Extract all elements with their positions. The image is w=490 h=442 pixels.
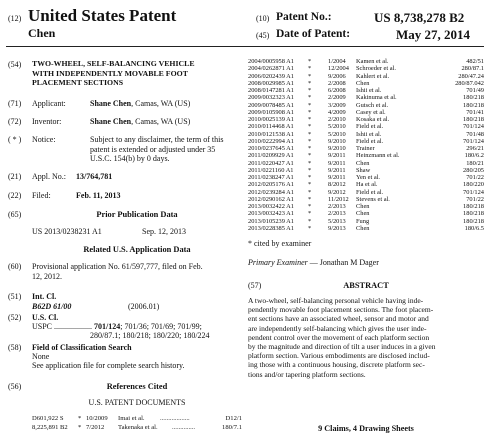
abstract-heading: ABSTRACT bbox=[343, 281, 389, 290]
patent-number-label: Patent No.: bbox=[276, 11, 332, 23]
ref-number: 2009/0078485 A1 bbox=[248, 101, 294, 109]
applicant-name: Shane Chen bbox=[90, 99, 132, 108]
ref-date: 7/2012 bbox=[86, 424, 105, 431]
ref-name: Chen bbox=[356, 203, 370, 210]
ref-name: Trainer bbox=[356, 145, 375, 152]
references-heading: References Cited bbox=[106, 382, 168, 391]
date-of-patent: May 27, 2014 bbox=[396, 27, 471, 42]
ref-date: 2/2010 bbox=[328, 116, 346, 123]
prior-pub-number: US 2013/0238231 A1 bbox=[32, 227, 102, 236]
ref-class: 180/6.5 bbox=[464, 224, 484, 232]
header-code-10: (10) bbox=[256, 14, 270, 23]
ref-class: 180/218 bbox=[463, 101, 484, 109]
applicant-code: (71) bbox=[8, 99, 22, 108]
abstract-line: ing those with a continuous housing, discrete platform sec- bbox=[248, 360, 425, 370]
ref-class: 280/205 bbox=[463, 166, 484, 174]
provisional-line: Provisional application No. 61/597,777, filed on Feb. bbox=[32, 262, 203, 271]
invention-title bbox=[32, 59, 242, 88]
table-row bbox=[248, 218, 484, 225]
ref-class: 701/22 bbox=[466, 195, 484, 203]
ref-name: Imai et al. bbox=[118, 415, 145, 422]
ref-name: Field et al. bbox=[356, 188, 384, 196]
ref-name: Gutsch et al. bbox=[356, 101, 389, 109]
title-code: (54) bbox=[8, 60, 22, 69]
ref-name: Chen bbox=[356, 224, 370, 232]
ref-name: Kamen et al. bbox=[356, 58, 389, 65]
applicant-value bbox=[90, 99, 190, 109]
ref-class: 180/7.1 bbox=[222, 424, 242, 431]
field-search-none: None bbox=[32, 352, 50, 361]
provisional-line: 12, 2012. bbox=[32, 271, 62, 281]
ref-date: 2/2013 bbox=[328, 210, 346, 218]
ref-date: 9/2011 bbox=[328, 174, 346, 181]
ref-number: D601,922 S bbox=[32, 415, 64, 422]
left-references-table bbox=[32, 414, 242, 432]
ref-class: 482/51 bbox=[466, 58, 484, 65]
ref-name: Takenaka et al. bbox=[118, 424, 158, 431]
table-row bbox=[248, 189, 484, 196]
ref-name: Chen bbox=[356, 79, 370, 87]
ref-number: 2008/0029985 A1 bbox=[248, 79, 294, 87]
table-row bbox=[248, 94, 484, 101]
table-row bbox=[248, 210, 484, 217]
ref-number: 2013/0032423 A1 bbox=[248, 210, 294, 218]
ref-mark: * bbox=[308, 159, 312, 167]
ref-number: 2006/0202439 A1 bbox=[248, 72, 294, 80]
abstract-line: pendently movable foot placement sections. The foot placem- bbox=[248, 305, 434, 315]
ref-number: 2010/0222994 A1 bbox=[248, 137, 294, 145]
ref-date: 9/2011 bbox=[328, 166, 346, 174]
ref-name: Chen bbox=[356, 159, 370, 167]
ref-name: Ishii et al. bbox=[356, 130, 382, 138]
ref-mark: * bbox=[308, 130, 312, 138]
ref-date: 6/2008 bbox=[328, 87, 346, 94]
invention-title-line: TWO-WHEEL, SELF-BALANCING VEHICLE bbox=[32, 59, 195, 68]
header-code-45: (45) bbox=[256, 31, 270, 40]
ref-mark: * bbox=[308, 72, 312, 80]
abstract-line: pendent control over the movement of each platform section bbox=[248, 332, 430, 342]
applicant-location: , Camas, WA (US) bbox=[131, 99, 191, 108]
ref-name: Stevens et al. bbox=[356, 195, 390, 203]
ref-mark: * bbox=[308, 152, 312, 160]
ref-class: 280/87.1 bbox=[461, 65, 484, 73]
ref-date: 9/2011 bbox=[328, 152, 346, 160]
ref-date: 8/2012 bbox=[328, 181, 346, 189]
ref-name: Kakinuma et al. bbox=[356, 94, 397, 102]
ref-number: 2012/0290162 A1 bbox=[248, 195, 294, 203]
ref-date: 11/2012 bbox=[328, 195, 349, 203]
table-row bbox=[248, 58, 484, 65]
patent-title: United States Patent bbox=[28, 6, 177, 25]
ref-mark: * bbox=[308, 123, 312, 131]
ref-date: 2/2009 bbox=[328, 94, 346, 102]
examiner-label: Primary Examiner bbox=[248, 258, 308, 267]
ref-number: 2010/0114468 A1 bbox=[248, 123, 294, 131]
ref-class: D12/1 bbox=[225, 415, 242, 422]
ref-number: 2013/0228385 A1 bbox=[248, 224, 294, 232]
uspc-main: 701/124 bbox=[94, 322, 121, 331]
ref-name: Shaw bbox=[356, 166, 371, 174]
ref-date: 3/2009 bbox=[328, 101, 346, 109]
ref-mark: * bbox=[308, 203, 312, 210]
ref-mark: * bbox=[308, 224, 312, 232]
ref-date: 9/2012 bbox=[328, 188, 346, 196]
ref-class: 180/218 bbox=[463, 94, 484, 102]
ref-date: 9/2011 bbox=[328, 159, 346, 167]
inventor-value bbox=[90, 117, 190, 127]
ref-date: 12/2004 bbox=[328, 65, 349, 73]
prior-pub-heading: Prior Publication Data bbox=[96, 210, 178, 219]
ref-mark: * bbox=[308, 108, 312, 116]
table-row bbox=[248, 102, 484, 109]
ref-class: 180/218 bbox=[463, 210, 484, 218]
uspc-line-2: 280/87.1; 180/218; 180/220; 180/224 bbox=[90, 331, 210, 340]
table-row bbox=[248, 181, 484, 188]
field-search-note: See application file for complete search history. bbox=[32, 361, 185, 370]
abstract-line: by the magnitude and direction of tilt a user induces in a given bbox=[248, 342, 436, 352]
filed-value: Feb. 11, 2013 bbox=[76, 191, 121, 200]
ref-number: 2011/0220427 A1 bbox=[248, 159, 294, 167]
ref-mark: * bbox=[308, 181, 312, 189]
table-row bbox=[248, 116, 484, 123]
ref-mark: * bbox=[308, 145, 312, 152]
prior-pub-code: (65) bbox=[8, 210, 22, 219]
ref-name: Yen et al. bbox=[356, 174, 381, 181]
table-row bbox=[32, 414, 242, 423]
ref-date: 5/2010 bbox=[328, 123, 346, 131]
ref-date: 2/2013 bbox=[328, 203, 346, 210]
ref-mark: * bbox=[308, 137, 312, 145]
ref-class: 701/124 bbox=[463, 137, 484, 145]
ref-class: 180/21 bbox=[466, 159, 484, 167]
claims-summary: 9 Claims, 4 Drawing Sheets bbox=[318, 424, 414, 433]
ref-class: 280/87.042 bbox=[455, 79, 484, 87]
ref-mark: * bbox=[308, 101, 312, 109]
inventor-location: , Camas, WA (US) bbox=[131, 117, 191, 126]
ref-number: 2011/0238247 A1 bbox=[248, 174, 294, 181]
notice-line: Subject to any disclaimer, the term of this bbox=[90, 135, 224, 144]
table-row bbox=[248, 138, 484, 145]
ref-class: 296/21 bbox=[466, 145, 484, 152]
table-row bbox=[248, 109, 484, 116]
ref-class: 280/47.24 bbox=[458, 72, 484, 80]
applicant-label: Applicant: bbox=[32, 99, 66, 108]
ref-mark: * bbox=[78, 424, 82, 431]
filed-code: (22) bbox=[8, 191, 22, 200]
ref-date: 5/2010 bbox=[328, 130, 346, 138]
ref-number: 2011/0221160 A1 bbox=[248, 166, 294, 174]
header-inventor: Chen bbox=[28, 26, 56, 40]
ref-name: Fung bbox=[356, 217, 370, 225]
right-references-table bbox=[248, 58, 484, 232]
abstract-code: (57) bbox=[248, 281, 262, 290]
ref-class: 701/48 bbox=[466, 130, 484, 138]
ref-mark: * bbox=[308, 174, 312, 181]
ref-name: Ishii et al. bbox=[356, 87, 382, 94]
date-of-patent-label: Date of Patent: bbox=[276, 28, 351, 40]
ref-date: 9/2010 bbox=[328, 137, 346, 145]
ref-date: 9/2010 bbox=[328, 145, 346, 152]
header-rule bbox=[6, 46, 484, 47]
filed-label: Filed: bbox=[32, 191, 51, 200]
ref-date: 10/2009 bbox=[86, 415, 108, 422]
ref-number: 2009/0105908 A1 bbox=[248, 108, 294, 116]
abstract-line: are independently self-balancing which gives the user inde- bbox=[248, 323, 427, 333]
table-row bbox=[248, 203, 484, 210]
uspc-dots: ................... bbox=[54, 322, 93, 331]
ref-class: 701/124 bbox=[463, 188, 484, 196]
patent-number: US 8,738,278 B2 bbox=[374, 10, 465, 25]
ref-mark: * bbox=[308, 210, 312, 218]
ref-name: Schroeder et al. bbox=[356, 65, 396, 73]
ref-name: Kosaka et al. bbox=[356, 116, 390, 123]
ref-date: 2/2008 bbox=[328, 79, 346, 87]
cited-by-examiner: * cited by examiner bbox=[248, 239, 312, 248]
ref-class: 701/22 bbox=[466, 174, 484, 181]
appl-no-value: 13/764,781 bbox=[76, 172, 113, 181]
table-row bbox=[248, 65, 484, 72]
ref-mark: * bbox=[308, 94, 312, 102]
ref-name: Casey et al. bbox=[356, 108, 386, 116]
ref-name: Heinzmann et al. bbox=[356, 152, 400, 160]
uspc-label: USPC bbox=[32, 322, 53, 331]
table-row bbox=[248, 131, 484, 138]
us-patent-documents-heading: U.S. PATENT DOCUMENTS bbox=[88, 398, 186, 407]
ref-name: Kahlert et al. bbox=[356, 72, 390, 80]
ref-class: 180/218 bbox=[463, 116, 484, 123]
table-row bbox=[248, 225, 484, 232]
ref-dots: .................. bbox=[160, 415, 190, 422]
ref-name: Field et al. bbox=[356, 123, 384, 131]
ref-class: 180/6.2 bbox=[464, 152, 484, 160]
abstract-line: platform section. Various embodiments are disclosed includ- bbox=[248, 351, 430, 361]
int-cl-version: (2006.01) bbox=[128, 302, 160, 311]
examiner-name: — Jonathan M Dager bbox=[307, 258, 379, 267]
ref-number: 8,225,891 B2 bbox=[32, 424, 68, 431]
ref-number: 2010/0121538 A1 bbox=[248, 130, 294, 138]
ref-class: 701/124 bbox=[463, 123, 484, 131]
notice-text bbox=[90, 135, 242, 164]
ref-number: 2004/0262871 A1 bbox=[248, 65, 294, 73]
ref-class: 180/218 bbox=[463, 203, 484, 210]
abstract-line: ent sections have an associated wheel, sensor and motor and bbox=[248, 314, 429, 324]
ref-class: 180/220 bbox=[463, 181, 484, 189]
inventor-label: Inventor: bbox=[32, 117, 62, 126]
notice-code: ( * ) bbox=[8, 135, 22, 144]
int-cl-class: B62D 61/00 bbox=[32, 302, 72, 311]
ref-name: Field et al. bbox=[356, 137, 384, 145]
ref-class: 701/41 bbox=[466, 108, 484, 116]
ref-mark: * bbox=[308, 217, 312, 225]
ref-number: 2009/0032323 A1 bbox=[248, 94, 294, 102]
provisional-code: (60) bbox=[8, 262, 22, 271]
ref-class: 701/49 bbox=[466, 87, 484, 94]
ref-mark: * bbox=[78, 415, 82, 422]
table-row bbox=[248, 80, 484, 87]
ref-mark: * bbox=[308, 116, 312, 123]
table-row bbox=[248, 167, 484, 174]
ref-date: 4/2009 bbox=[328, 108, 346, 116]
inventor-code: (72) bbox=[8, 117, 22, 126]
ref-number: 2010/0025139 A1 bbox=[248, 116, 294, 123]
int-cl-label: Int. Cl. bbox=[32, 292, 57, 301]
table-row bbox=[248, 145, 484, 152]
ref-number: 2013/0032422 A1 bbox=[248, 203, 294, 210]
us-cl-label: U.S. Cl. bbox=[32, 313, 59, 322]
field-search-code: (58) bbox=[8, 343, 22, 352]
provisional-text bbox=[32, 262, 244, 281]
ref-dots: .............. bbox=[172, 424, 196, 431]
ref-number: 2011/0209929 A1 bbox=[248, 152, 294, 160]
us-cl-code: (52) bbox=[8, 313, 22, 322]
ref-name: Chen bbox=[356, 210, 370, 218]
notice-label: Notice: bbox=[32, 135, 56, 144]
table-row bbox=[248, 123, 484, 130]
table-row bbox=[248, 160, 484, 167]
ref-mark: * bbox=[308, 188, 312, 196]
uspc-rest: ; 701/36; 701/69; 701/99; bbox=[120, 322, 202, 331]
ref-mark: * bbox=[308, 65, 312, 73]
prior-pub-date: Sep. 12, 2013 bbox=[142, 227, 186, 236]
ref-date: 9/2006 bbox=[328, 72, 346, 80]
ref-name: Ha et al. bbox=[356, 181, 378, 189]
invention-title-line: WITH INDEPENDENTLY MOVABLE FOOT bbox=[32, 68, 188, 78]
ref-number: 2012/0239284 A1 bbox=[248, 188, 294, 196]
ref-mark: * bbox=[308, 79, 312, 87]
table-row bbox=[248, 87, 484, 94]
appl-no-code: (21) bbox=[8, 172, 22, 181]
int-cl-code: (51) bbox=[8, 292, 22, 301]
inventor-name: Shane Chen bbox=[90, 117, 132, 126]
notice-line: patent is extended or adjusted under 35 bbox=[90, 144, 216, 154]
ref-date: 1/2004 bbox=[328, 58, 346, 65]
ref-number: 2013/0105239 A1 bbox=[248, 217, 294, 225]
ref-number: 2008/0147281 A1 bbox=[248, 87, 294, 94]
abstract-line: tions and/or tapering platform sections. bbox=[248, 369, 366, 379]
header-code-12: (12) bbox=[8, 14, 22, 23]
appl-no-label: Appl. No.: bbox=[32, 172, 66, 181]
invention-title-line: PLACEMENT SECTIONS bbox=[32, 78, 124, 87]
ref-date: 9/2013 bbox=[328, 224, 346, 232]
notice-line: U.S.C. 154(b) by 0 days. bbox=[90, 154, 170, 163]
related-data-heading: Related U.S. Application Data bbox=[83, 245, 191, 254]
ref-number: 2010/0237645 A1 bbox=[248, 145, 294, 152]
references-code: (56) bbox=[8, 382, 22, 391]
table-row bbox=[248, 174, 484, 181]
table-row bbox=[248, 152, 484, 159]
ref-class: 180/218 bbox=[463, 217, 484, 225]
ref-mark: * bbox=[308, 166, 312, 174]
primary-examiner bbox=[248, 258, 379, 268]
abstract-line: A two-wheel, self-balancing personal vehicle having inde- bbox=[248, 296, 424, 305]
ref-number: 2004/0005958 A1 bbox=[248, 58, 294, 65]
table-row bbox=[32, 423, 242, 432]
ref-mark: * bbox=[308, 195, 312, 203]
ref-mark: * bbox=[308, 58, 312, 65]
ref-mark: * bbox=[308, 87, 312, 94]
field-search-label: Field of Classification Search bbox=[32, 343, 132, 352]
table-row bbox=[248, 196, 484, 203]
table-row bbox=[248, 73, 484, 80]
ref-date: 5/2013 bbox=[328, 217, 346, 225]
abstract-text bbox=[248, 296, 484, 379]
ref-number: 2012/0205176 A1 bbox=[248, 181, 294, 189]
